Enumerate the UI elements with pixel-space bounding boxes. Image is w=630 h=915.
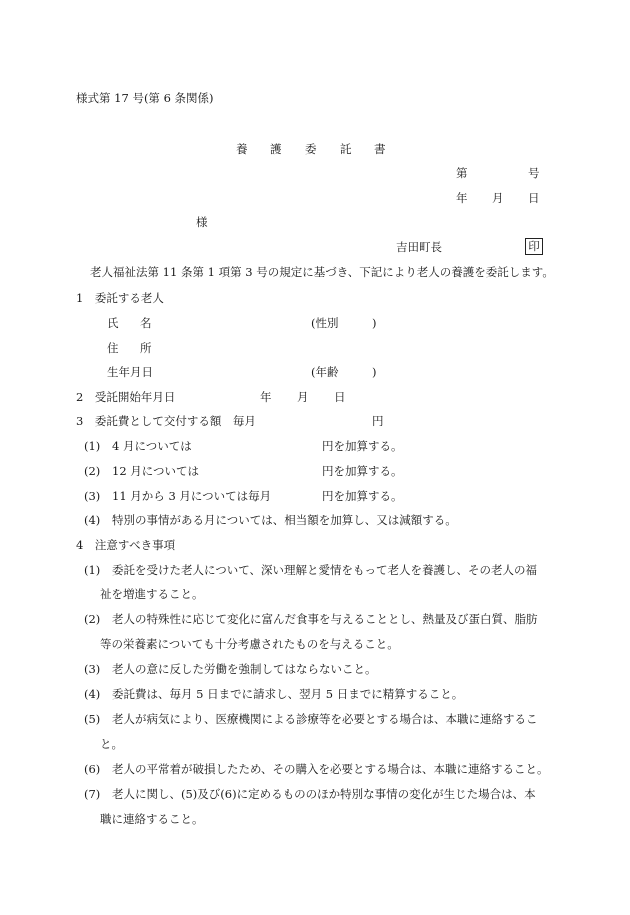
item-number: (4) — [84, 513, 101, 527]
item-text: 4 月については — [112, 439, 192, 453]
section-4-heading: 4 注意すべき事項 — [76, 538, 176, 552]
doc-number-dai: 第 — [456, 166, 468, 180]
form-number: 様式第 17 号(第 6 条関係) — [76, 91, 214, 105]
issuer-name: 吉田町長 — [396, 240, 442, 254]
start-month: 月 — [297, 390, 309, 404]
note-line: 職に連絡すること。 — [100, 812, 204, 826]
note-number: (4) — [84, 687, 101, 701]
seal-stamp: 印 — [525, 238, 543, 255]
gender-close: ) — [372, 316, 377, 330]
title-char: 託 — [340, 142, 352, 156]
item-number: (2) — [84, 464, 101, 478]
note-number: (2) — [84, 612, 101, 626]
note-number: (5) — [84, 712, 101, 726]
section-2-heading: 2 受託開始年月日 — [76, 390, 176, 404]
age-close: ) — [372, 365, 377, 379]
name-label: 名 — [140, 316, 152, 330]
item-tail: 円を加算する。 — [322, 464, 403, 478]
date-day: 日 — [528, 191, 540, 205]
start-year: 年 — [260, 390, 272, 404]
note-number: (3) — [84, 662, 101, 676]
note-line: 委託費は、毎月 5 日までに請求し、翌月 5 日までに精算すること。 — [112, 687, 464, 701]
title-char: 委 — [305, 142, 317, 156]
intro-text: 老人福祉法第 11 条第 1 項第 3 号の規定に基づき、下記により老人の養護を委託します。 — [90, 265, 554, 279]
age-open: (年齢 — [311, 365, 339, 379]
doc-number-go: 号 — [528, 166, 540, 180]
item-number: (1) — [84, 439, 101, 453]
item-tail: 円を加算する。 — [322, 439, 403, 453]
title-char: 養 — [236, 142, 248, 156]
note-line: 老人の平常着が破損したため、その購入を必要とする場合は、本職に連絡すること。 — [112, 762, 549, 776]
address-label: 住 — [107, 341, 119, 355]
note-line: 老人が病気により、医療機関による診療等を必要とする場合は、本職に連絡するこ — [112, 712, 538, 726]
name-label: 氏 — [107, 316, 119, 330]
gender-open: (性別 — [311, 316, 339, 330]
note-number: (1) — [84, 563, 101, 577]
start-day: 日 — [334, 390, 346, 404]
addressee-suffix: 様 — [196, 215, 208, 229]
note-line: 等の栄養素についても十分考慮されたものを与えること。 — [100, 637, 399, 651]
note-line: 祉を増進すること。 — [100, 587, 204, 601]
date-month: 月 — [492, 191, 504, 205]
monthly-yen: 円 — [372, 414, 384, 428]
item-text: 特別の事情がある月については、相当額を加算し、又は減額する。 — [112, 513, 457, 527]
item-tail: 円を加算する。 — [322, 489, 403, 503]
item-text: 11 月から 3 月については毎月 — [112, 489, 272, 503]
dob-label: 生年月日 — [107, 365, 153, 379]
section-1-heading: 1 委託する老人 — [76, 291, 164, 305]
note-line: 老人の意に反した労働を強制してはならないこと。 — [112, 662, 377, 676]
address-label: 所 — [140, 341, 152, 355]
note-line: 委託を受けた老人について、深い理解と愛情をもって老人を養護し、その老人の福 — [112, 563, 538, 577]
title-char: 護 — [270, 142, 282, 156]
date-year: 年 — [456, 191, 468, 205]
note-number: (6) — [84, 762, 101, 776]
note-line: 老人に関し、(5)及び(6)に定めるもののほか特別な事情の変化が生じた場合は、本 — [112, 787, 536, 801]
note-line: と。 — [100, 737, 123, 751]
item-number: (3) — [84, 489, 101, 503]
item-text: 12 月については — [112, 464, 200, 478]
note-number: (7) — [84, 787, 101, 801]
title-char: 書 — [374, 142, 386, 156]
note-line: 老人の特殊性に応じて変化に富んだ食事を与えることとし、熱量及び蛋白質、脂肪 — [112, 612, 538, 626]
section-3-heading: 3 委託費として交付する額 毎月 — [76, 414, 256, 428]
